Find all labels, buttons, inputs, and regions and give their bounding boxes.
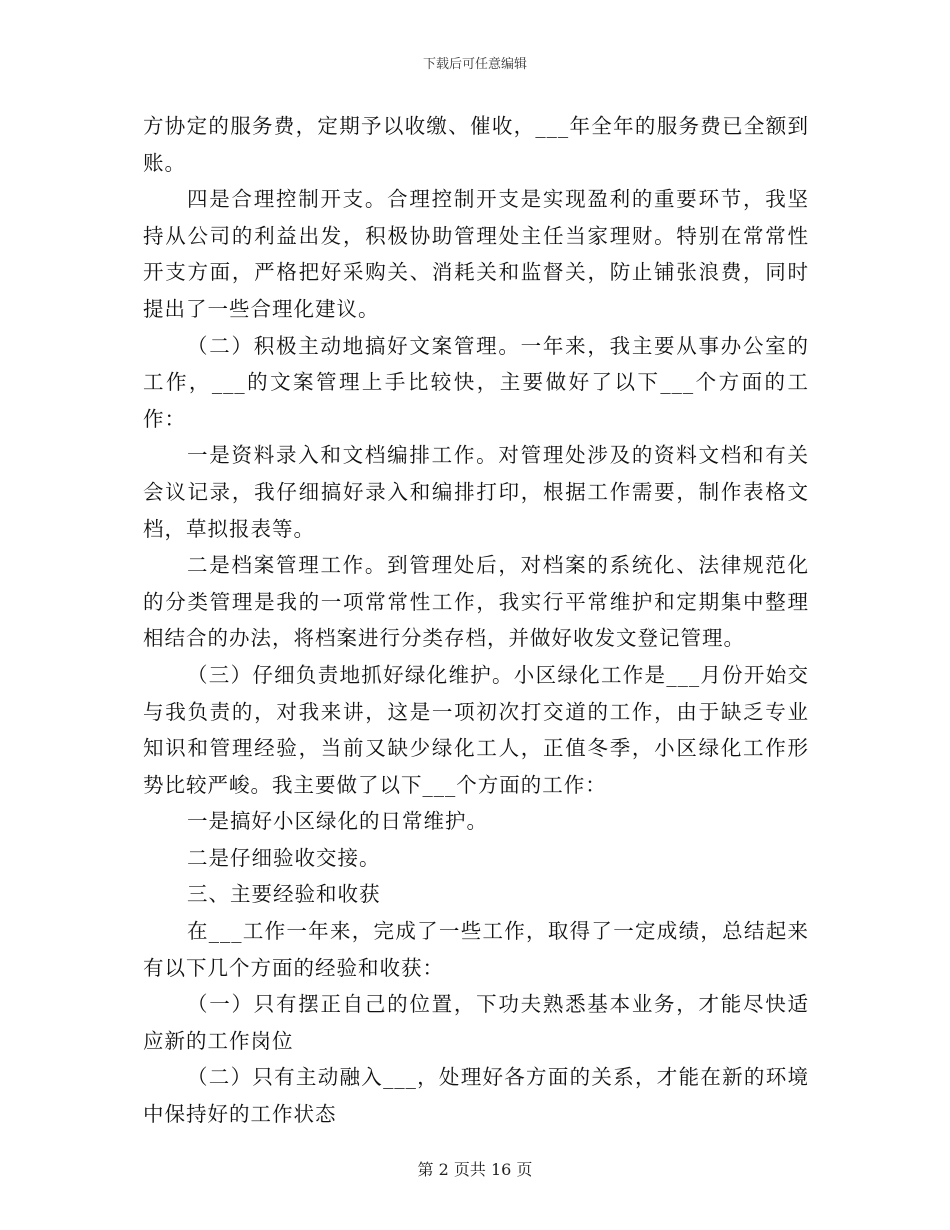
paragraph-control-expenses: 四是合理控制开支。合理控制开支是实现盈利的重要环节，我坚持从公司的利益出发，积极协助管理处主任当家理财。特别在常常性开支方面，严格把好采购关、消耗关和监督关，防止铺张浪费，同时提出了一些合理化建议。 [143,187,809,321]
paragraph-experience-one: （一）只有摆正自己的位置，下功夫熟悉基本业务，才能尽快适应新的工作岗位 [143,992,809,1053]
page-footer: 第 2 页共 16 页 [417,1160,533,1179]
paragraph-service-fee: 方协定的服务费，定期予以收缴、催收，___年全年的服务费已全额到账。 [143,114,809,175]
document-body [143,108,809,1133]
paragraph-daily-maintenance: 一是搞好小区绿化的日常维护。 [187,809,488,834]
paragraph-document-management: （二）积极主动地搞好文案管理。一年来，我主要从事办公室的工作，___的文案管理上手比较快，主要做好了以下___个方面的工作： [143,333,809,431]
paragraph-greening-maintenance: （三）仔细负责地抓好绿化维护。小区绿化工作是___月份开始交与我负责的，对我来讲，这是一项初次打交道的工作，由于缺乏专业知识和管理经验，当前又缺少绿化工人，正值冬季，小区绿化工作形势比较严峻。我主要做了以下___个方面的工作： [143,662,809,797]
paragraph-summary: 在___工作一年来，完成了一些工作，取得了一定成绩，总结起来有以下几个方面的经验和收获： [143,919,809,980]
paragraph-acceptance-handover: 二是仔细验收交接。 [187,845,381,870]
paragraph-data-entry: 一是资料录入和文档编排工作。对管理处涉及的资料文档和有关会议记录，我仔细搞好录入和编排打印，根据工作需要，制作表格文档，草拟报表等。 [143,443,809,541]
section-heading-experience: 三、主要经验和收获 [187,882,381,907]
page-header: 下载后可任意编辑 [422,57,527,72]
paragraph-archive-management: 二是档案管理工作。到管理处后，对档案的系统化、法律规范化的分类管理是我的一项常常性工作，我实行平常维护和定期集中整理相结合的办法，将档案进行分类存档，并做好收发文登记管理。 [143,553,809,651]
paragraph-experience-two: （二）只有主动融入___，处理好各方面的关系，才能在新的环境中保持好的工作状态 [143,1065,809,1127]
